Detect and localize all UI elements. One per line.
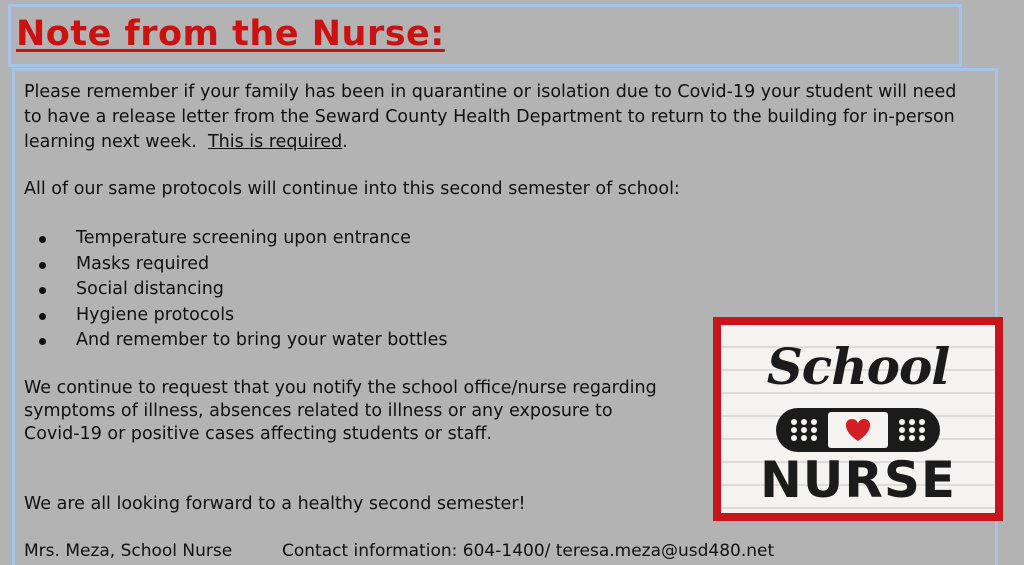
list-item-label: Hygiene protocols (76, 304, 235, 325)
bullet-icon (39, 236, 46, 243)
list-item-label: And remember to bring your water bottles (76, 330, 448, 350)
bullet-icon (39, 262, 46, 269)
contact-info: Contact information: 604-1400/ teresa.meza@usd480.net (282, 541, 775, 561)
protocols-intro: All of our same protocols will continue into this second semester of school: (24, 179, 680, 199)
list-item-label: Masks required (76, 253, 210, 274)
page-title: Note from the Nurse: (16, 14, 445, 54)
list-item (36, 328, 447, 354)
bullet-icon (39, 287, 46, 294)
protocol-list (36, 226, 447, 354)
bandage-heart-icon (776, 408, 940, 452)
list-item (36, 252, 447, 278)
list-item-label: Temperature screening upon entrance (76, 228, 411, 248)
list-item-label: Social distancing (76, 279, 224, 299)
list-item (36, 303, 447, 329)
required-emphasis: This is required (207, 132, 343, 152)
school-nurse-badge (713, 317, 1003, 521)
closing-paragraph: We are all looking forward to a healthy second semester! (24, 494, 526, 514)
bullet-icon (39, 313, 46, 320)
bullet-icon (39, 338, 46, 345)
badge-wood-panel (721, 325, 995, 513)
list-item (36, 277, 447, 303)
badge-nurse-text: NURSE (759, 451, 957, 509)
quarantine-end: . (342, 132, 348, 152)
list-item (36, 226, 447, 252)
notify-paragraph: We continue to request that you notify the school office/nurse regarding symptoms of illness, absences related to illness or any exposure to Covid-19 or positive cases affecting students or staff. (24, 378, 657, 444)
signature: Mrs. Meza, School Nurse (24, 541, 233, 561)
quarantine-paragraph (24, 80, 974, 155)
quarantine-text: Please remember if your family has been in quarantine or isolation due to Covid-19 your student will need to have a release letter from the Seward County Health Department to return to the building for in-person learning next week. (24, 82, 957, 152)
badge-school-text: School (766, 337, 950, 396)
